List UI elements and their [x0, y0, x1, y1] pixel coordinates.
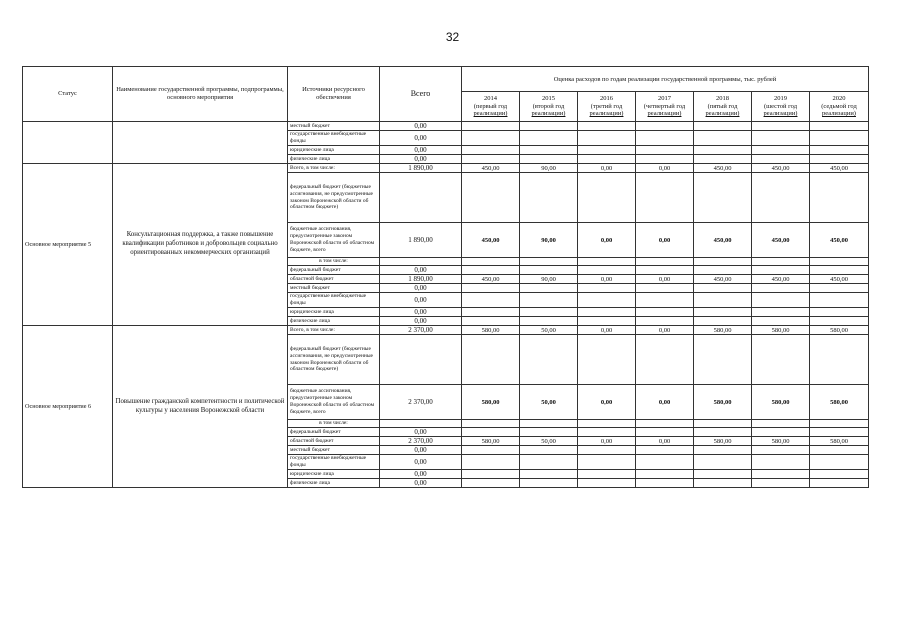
- total-cell: 2 370,00: [380, 437, 462, 446]
- year-cell: [694, 428, 752, 437]
- year-cell: [694, 146, 752, 155]
- year-cell: [752, 155, 810, 164]
- total-cell: 0,00: [380, 455, 462, 470]
- header-year-label: 2017: [658, 94, 671, 102]
- year-cell: 0,00: [578, 275, 636, 284]
- year-cell: [578, 155, 636, 164]
- header-year-label: 2018: [716, 94, 729, 102]
- year-cell: 580,00: [694, 385, 752, 420]
- source-cell: государственные внебюджетные фонды: [288, 455, 380, 470]
- year-cell: 450,00: [810, 164, 869, 173]
- year-cell: [694, 479, 752, 488]
- year-cell: 90,00: [520, 164, 578, 173]
- source-cell: бюджетные ассигнования, предусмотренные законом Воронежской области об областном бюджете, всего: [288, 223, 380, 258]
- year-cell: 90,00: [520, 223, 578, 258]
- year-cell: [520, 308, 578, 317]
- year-cell: [462, 146, 520, 155]
- year-cell: [578, 335, 636, 385]
- header-year-desc: (шестой год: [763, 102, 798, 110]
- year-cell: [462, 428, 520, 437]
- total-cell: 0,00: [380, 284, 462, 293]
- header-total: Всего: [380, 67, 462, 122]
- year-cell: 50,00: [520, 326, 578, 335]
- year-cell: 450,00: [462, 223, 520, 258]
- header-name: Наименование государственной программы, подпрограммы, основного мероприятия: [113, 67, 288, 122]
- year-cell: [578, 173, 636, 223]
- year-cell: [636, 266, 694, 275]
- year-cell: [578, 258, 636, 266]
- year-cell: [520, 155, 578, 164]
- total-cell: 1 890,00: [380, 223, 462, 258]
- year-cell: [578, 122, 636, 131]
- source-cell: местный бюджет: [288, 284, 380, 293]
- year-cell: [810, 173, 869, 223]
- year-cell: [636, 131, 694, 146]
- year-cell: [752, 446, 810, 455]
- year-cell: [520, 470, 578, 479]
- source-cell: федеральный бюджет: [288, 428, 380, 437]
- header-year-2020: [810, 92, 869, 122]
- header-year-desc2: реализации): [705, 110, 740, 118]
- year-cell: 0,00: [636, 275, 694, 284]
- year-cell: [694, 420, 752, 428]
- measure-status: Основное мероприятие 5: [23, 164, 113, 326]
- year-cell: [636, 470, 694, 479]
- year-cell: [462, 470, 520, 479]
- year-cell: [752, 479, 810, 488]
- total-cell: 0,00: [380, 155, 462, 164]
- year-cell: [462, 335, 520, 385]
- total-cell: [380, 420, 462, 428]
- year-cell: 450,00: [462, 164, 520, 173]
- year-cell: [520, 455, 578, 470]
- year-cell: 0,00: [636, 385, 694, 420]
- total-cell: 0,00: [380, 131, 462, 146]
- total-cell: 0,00: [380, 446, 462, 455]
- year-cell: 450,00: [694, 164, 752, 173]
- source-cell: юридические лица: [288, 146, 380, 155]
- year-cell: [752, 317, 810, 326]
- year-cell: [520, 146, 578, 155]
- total-cell: 0,00: [380, 146, 462, 155]
- year-cell: 450,00: [752, 164, 810, 173]
- header-year-desc2: реализации): [589, 110, 624, 118]
- header-year-desc2: реализации): [763, 110, 798, 118]
- year-cell: 450,00: [694, 275, 752, 284]
- year-cell: [578, 428, 636, 437]
- year-cell: [752, 173, 810, 223]
- year-cell: [462, 446, 520, 455]
- header-estimate: Оценка расходов по годам реализации государственной программы, тыс. рублей: [462, 67, 869, 92]
- year-cell: [694, 446, 752, 455]
- year-cell: [636, 122, 694, 131]
- year-cell: 580,00: [694, 326, 752, 335]
- year-cell: [810, 146, 869, 155]
- year-cell: 580,00: [694, 437, 752, 446]
- header-year-desc2: реализации): [822, 110, 856, 118]
- year-cell: 50,00: [520, 385, 578, 420]
- table-body: [23, 122, 869, 488]
- year-cell: [810, 293, 869, 308]
- year-cell: [462, 479, 520, 488]
- year-cell: [462, 455, 520, 470]
- source-cell: в том числе:: [288, 420, 380, 428]
- year-cell: 0,00: [636, 326, 694, 335]
- year-cell: 580,00: [810, 437, 869, 446]
- source-cell: юридические лица: [288, 308, 380, 317]
- header-year-desc: (первый год: [473, 102, 508, 110]
- total-cell: 0,00: [380, 293, 462, 308]
- year-cell: [520, 284, 578, 293]
- year-cell: [578, 479, 636, 488]
- year-cell: [810, 122, 869, 131]
- total-cell: 1 890,00: [380, 275, 462, 284]
- header-year-desc: (третий год: [590, 102, 623, 110]
- year-cell: 0,00: [578, 164, 636, 173]
- source-cell: местный бюджет: [288, 446, 380, 455]
- year-cell: [810, 455, 869, 470]
- year-cell: [636, 455, 694, 470]
- year-cell: [462, 293, 520, 308]
- year-cell: [694, 173, 752, 223]
- source-cell: областной бюджет: [288, 437, 380, 446]
- measure-status: Основное мероприятие 6: [23, 326, 113, 488]
- year-cell: 580,00: [752, 437, 810, 446]
- year-cell: [462, 284, 520, 293]
- header-year-desc2: реализации): [647, 110, 682, 118]
- year-cell: [752, 258, 810, 266]
- year-cell: [752, 122, 810, 131]
- header-year-desc: (пятый год: [707, 102, 738, 110]
- table-row: [23, 326, 869, 335]
- header-year-label: 2015: [542, 94, 555, 102]
- year-cell: [694, 293, 752, 308]
- year-cell: 0,00: [578, 437, 636, 446]
- year-cell: [520, 317, 578, 326]
- year-cell: [462, 317, 520, 326]
- year-cell: [636, 293, 694, 308]
- year-cell: 450,00: [694, 223, 752, 258]
- header-year-2017: [636, 92, 694, 122]
- year-cell: [578, 317, 636, 326]
- header-year-2018: [694, 92, 752, 122]
- total-cell: [380, 258, 462, 266]
- total-cell: 0,00: [380, 308, 462, 317]
- year-cell: 0,00: [578, 385, 636, 420]
- header-year-desc: (второй год: [532, 102, 565, 110]
- year-cell: [520, 258, 578, 266]
- source-cell: Всего, в том числе:: [288, 164, 380, 173]
- year-cell: 450,00: [810, 223, 869, 258]
- header-year-2015: [520, 92, 578, 122]
- source-cell: юридические лица: [288, 470, 380, 479]
- year-cell: [636, 155, 694, 164]
- year-cell: [462, 122, 520, 131]
- year-cell: [462, 258, 520, 266]
- year-cell: [694, 308, 752, 317]
- year-cell: [462, 155, 520, 164]
- source-cell: физические лица: [288, 155, 380, 164]
- header-year-desc: (четвертый год: [643, 102, 686, 110]
- year-cell: 450,00: [752, 223, 810, 258]
- header-year-desc: (седьмой год: [821, 102, 857, 110]
- year-cell: [636, 308, 694, 317]
- year-cell: [636, 479, 694, 488]
- year-cell: [578, 146, 636, 155]
- header-year-label: 2014: [484, 94, 497, 102]
- source-cell: в том числе:: [288, 258, 380, 266]
- year-cell: 580,00: [462, 326, 520, 335]
- total-cell: 0,00: [380, 317, 462, 326]
- year-cell: [752, 293, 810, 308]
- year-cell: [520, 173, 578, 223]
- header-year-2016: [578, 92, 636, 122]
- year-cell: [810, 470, 869, 479]
- year-cell: [810, 266, 869, 275]
- year-cell: [810, 479, 869, 488]
- total-cell: 2 370,00: [380, 326, 462, 335]
- total-cell: [380, 335, 462, 385]
- year-cell: [578, 293, 636, 308]
- year-cell: 90,00: [520, 275, 578, 284]
- year-cell: [636, 173, 694, 223]
- year-cell: [636, 446, 694, 455]
- header-status: Статус: [23, 67, 113, 122]
- source-cell: федеральный бюджет (бюджетные ассигнования, не предусмотренные законом Воронежской области об областном бюджете): [288, 173, 380, 223]
- total-cell: 0,00: [380, 470, 462, 479]
- measure-name: Консультационная поддержка, а также повышение квалификации работников и добровольцев социально ориентированных некоммерческих организаций: [113, 164, 288, 326]
- year-cell: [752, 266, 810, 275]
- year-cell: 580,00: [462, 437, 520, 446]
- year-cell: [520, 335, 578, 385]
- year-cell: [694, 284, 752, 293]
- status-cell: [23, 122, 113, 164]
- year-cell: [636, 335, 694, 385]
- year-cell: [578, 131, 636, 146]
- page-number: 32: [445, 30, 460, 44]
- year-cell: [636, 317, 694, 326]
- year-cell: 580,00: [810, 385, 869, 420]
- year-cell: [694, 317, 752, 326]
- year-cell: [694, 122, 752, 131]
- source-cell: физические лица: [288, 479, 380, 488]
- source-cell: государственные внебюджетные фонды: [288, 293, 380, 308]
- header-year-2014: [462, 92, 520, 122]
- year-cell: [694, 258, 752, 266]
- year-cell: [578, 470, 636, 479]
- year-cell: [810, 428, 869, 437]
- header-year-label: 2016: [600, 94, 613, 102]
- year-cell: [810, 131, 869, 146]
- year-cell: [694, 470, 752, 479]
- total-cell: 0,00: [380, 122, 462, 131]
- year-cell: [520, 266, 578, 275]
- year-cell: 580,00: [462, 385, 520, 420]
- year-cell: [578, 284, 636, 293]
- year-cell: [462, 173, 520, 223]
- year-cell: 450,00: [462, 275, 520, 284]
- source-cell: государственные внебюджетные фонды: [288, 131, 380, 146]
- year-cell: [810, 446, 869, 455]
- year-cell: [694, 455, 752, 470]
- measure-name: Повышение гражданской компетентности и политической культуры у населения Воронежской области: [113, 326, 288, 488]
- year-cell: [810, 155, 869, 164]
- year-cell: 0,00: [636, 223, 694, 258]
- budget-table: [22, 66, 869, 488]
- year-cell: 580,00: [752, 326, 810, 335]
- year-cell: [810, 420, 869, 428]
- year-cell: [462, 308, 520, 317]
- total-cell: 2 370,00: [380, 385, 462, 420]
- header-row-1: [23, 67, 869, 92]
- source-cell: областной бюджет: [288, 275, 380, 284]
- name-cell: [113, 122, 288, 164]
- year-cell: [520, 479, 578, 488]
- year-cell: [578, 455, 636, 470]
- header-year-2019: [752, 92, 810, 122]
- header-year-label: 2019: [774, 94, 787, 102]
- total-cell: 0,00: [380, 479, 462, 488]
- year-cell: 50,00: [520, 437, 578, 446]
- year-cell: [636, 420, 694, 428]
- year-cell: [810, 317, 869, 326]
- year-cell: [578, 308, 636, 317]
- source-cell: Всего, в том числе:: [288, 326, 380, 335]
- total-cell: 0,00: [380, 428, 462, 437]
- table-row: [23, 164, 869, 173]
- year-cell: [810, 258, 869, 266]
- year-cell: [694, 266, 752, 275]
- total-cell: [380, 173, 462, 223]
- year-cell: 0,00: [578, 326, 636, 335]
- year-cell: [752, 284, 810, 293]
- year-cell: [578, 446, 636, 455]
- header-year-desc2: реализации): [473, 110, 508, 118]
- year-cell: [694, 131, 752, 146]
- year-cell: [520, 428, 578, 437]
- year-cell: [636, 258, 694, 266]
- header-year-desc2: реализации): [531, 110, 566, 118]
- year-cell: [752, 428, 810, 437]
- year-cell: [462, 131, 520, 146]
- year-cell: [636, 146, 694, 155]
- year-cell: [810, 284, 869, 293]
- year-cell: [752, 335, 810, 385]
- table-row: [23, 122, 869, 131]
- year-cell: [694, 335, 752, 385]
- year-cell: 0,00: [578, 223, 636, 258]
- year-cell: [752, 455, 810, 470]
- year-cell: 450,00: [810, 275, 869, 284]
- year-cell: [462, 420, 520, 428]
- year-cell: [578, 420, 636, 428]
- year-cell: [752, 470, 810, 479]
- year-cell: [520, 293, 578, 308]
- header-source: Источники ресурсного обеспечения: [288, 67, 380, 122]
- year-cell: [520, 420, 578, 428]
- year-cell: 450,00: [752, 275, 810, 284]
- source-cell: местный бюджет: [288, 122, 380, 131]
- year-cell: 580,00: [810, 326, 869, 335]
- year-cell: [520, 446, 578, 455]
- year-cell: 0,00: [636, 437, 694, 446]
- year-cell: [810, 308, 869, 317]
- year-cell: [636, 284, 694, 293]
- year-cell: [694, 155, 752, 164]
- source-cell: федеральный бюджет (бюджетные ассигнования, не предусмотренные законом Воронежской области об областном бюджете): [288, 335, 380, 385]
- total-cell: 0,00: [380, 266, 462, 275]
- year-cell: [810, 335, 869, 385]
- source-cell: физические лица: [288, 317, 380, 326]
- year-cell: [578, 266, 636, 275]
- year-cell: [752, 420, 810, 428]
- year-cell: [520, 122, 578, 131]
- year-cell: 580,00: [752, 385, 810, 420]
- year-cell: [636, 428, 694, 437]
- year-cell: 0,00: [636, 164, 694, 173]
- header-year-label: 2020: [832, 94, 846, 102]
- year-cell: [752, 131, 810, 146]
- source-cell: федеральный бюджет: [288, 266, 380, 275]
- source-cell: бюджетные ассигнования, предусмотренные законом Воронежской области об областном бюджете, всего: [288, 385, 380, 420]
- year-cell: [520, 131, 578, 146]
- year-cell: [462, 266, 520, 275]
- total-cell: 1 890,00: [380, 164, 462, 173]
- year-cell: [752, 308, 810, 317]
- year-cell: [752, 146, 810, 155]
